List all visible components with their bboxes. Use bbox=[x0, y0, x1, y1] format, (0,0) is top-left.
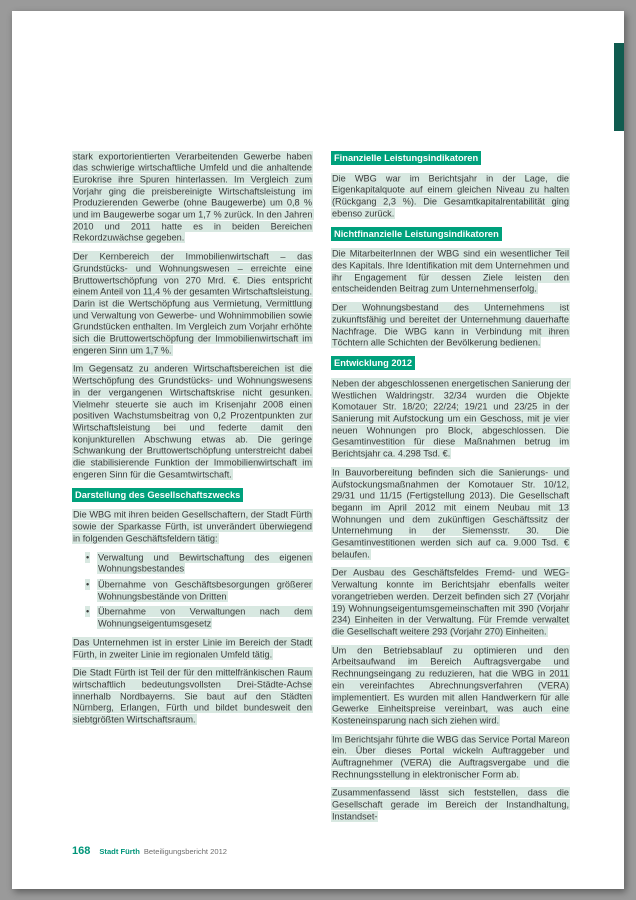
bullet-item-text: Übernahme von Geschäftsbesorgungen größerer Wohnungsbestände von Dritten bbox=[98, 579, 312, 602]
paragraph-text: Der Ausbau des Geschäftsfeldes Fremd- und WEG- Verwaltung konnte im Berichtsjahr ebenfalls weiter vorangetrieben werden. Derzeit befinden sich 27 (Vorjahr 19) Wohnungseigentumsgemeinschaften mit 390 (Vorjahr 234) Einheiten in der Verwaltung. Für Fremde verwaltet die Gesellschaft weitere 293 (Vorjahr 270) Einheiten. bbox=[332, 567, 569, 637]
paragraph bbox=[331, 788, 570, 823]
right-column bbox=[331, 151, 570, 830]
paragraph-text: Im Gegensatz zu anderen Wirtschaftsbereichen ist die Wertschöpfung des Grundstücks- und Wohnungswesens in der vergangenen Wirtschaftskrise nicht gesunken. Vielmehr steuerte sie auch im Krisenjahr 2008 einen positiven Wachstumsbeitrag von 0,2 Prozentpunkten zur Wirtschaftsleistung bei und federte damit den konjunkturellen Abschwung etwas ab. Die geringe Schwankung der Bruttowertschöpfung unterstreicht dabei die stabilisierende Funktion der Immobilienwirtschaft im engeren Sinn für die Gesamtwirtschaft. bbox=[73, 363, 312, 480]
footer-brand: Stadt Fürth bbox=[99, 847, 140, 856]
paragraph-text: In Bauvorbereitung befinden sich die Sanierungs- und Aufstockungsmaßnahmen der Komotauer Str. 10/12, 29/31 und 11/15 (Fertigstellung 2013). Die Gesellschaft begann im April 2012 mit einem Neubau mit 13 Wohnungen und dem zukünftigen Geschäftssitz der Unternehmung in der Siemensstr. 30. Die Gesamtinvestitionen werden sich auf ca. 9.000 Tsd. € belaufen. bbox=[332, 467, 569, 560]
chapter-marker-bar bbox=[614, 43, 624, 131]
paragraph-text: Die Stadt Fürth ist Teil der für den mittelfränkischen Raum wirtschaftlich bedeutungsvollsten Drei-Städte-Achse innerhalb Nordbayerns. Sie baut auf den Städten Nürnberg, Erlangen, Fürth und bildet bundesweit den siebtgrößten Wirtschaftsraum. bbox=[73, 667, 312, 725]
page-footer bbox=[72, 845, 227, 857]
paragraph bbox=[72, 637, 313, 660]
section-heading-label: Darstellung des Gesellschaftszwecks bbox=[72, 488, 243, 502]
section-heading-label: Nichtfinanzielle Leistungsindikatoren bbox=[331, 227, 502, 241]
paragraph-text: Die MitarbeiterInnen der WBG sind ein wesentlicher Teil des Kapitals. Ihre Identifikation mit dem Unternehmen und ihr Engagement für dessen Ziele leisten den entscheidenden Beitrag zum Unternehmenserfolg. bbox=[332, 248, 569, 294]
bullet-item-text: Verwaltung und Bewirtschaftung des eigenen Wohnungsbestandes bbox=[98, 552, 312, 574]
paragraph bbox=[331, 303, 570, 350]
bullet-icon: • bbox=[86, 579, 90, 590]
paragraph bbox=[331, 249, 570, 296]
bullet-list bbox=[72, 552, 313, 630]
paragraph bbox=[72, 668, 313, 727]
paragraph-text: Die WBG mit ihren beiden Gesellschaftern, der Stadt Fürth sowie der Sparkasse Fürth, ist unverändert überwiegend in folgenden Geschäftsfeldern tätig: bbox=[73, 509, 312, 544]
paragraph bbox=[72, 252, 313, 357]
document-page bbox=[12, 11, 624, 889]
page-number: 168 bbox=[72, 845, 91, 857]
paragraph-text: Neben der abgeschlossenen energetischen Sanierung der Westlichen Waldringstr. 32/34 wurden die Objekte Komotauer Str. 18/20; 22/24; 19/21 und 23/25 in der Sanierung mit Aufstockung um ein Geschoss, mit je vier neuen Wohnungen pro Block, abgeschlossen. Die Gesamtinvestition für diese Maßnahmen betrug im Berichtsjahr ca. 4.298 Tsd. €. bbox=[332, 378, 570, 459]
paragraph bbox=[72, 364, 313, 481]
section-heading-finanzielle bbox=[331, 151, 570, 165]
paragraph bbox=[72, 151, 313, 245]
page-content bbox=[72, 151, 570, 830]
paragraph-text: Der Kernbereich der Immobilienwirtschaft – das Grundstücks- und Wohnungswesen – erreichte eine Bruttowertschöpfung von 270 Mrd. €. Dies entspricht einem Anteil von 11,4 % der gesamten Wirtschaftsleistung. Darin ist die Wertschöpfung aus Vermietung, Vermittlung und Verwaltung von Gewerbe- und Wohnimmobilien sowie Grundstücken enthalten. Im Vergleich zum Vorjahr erhöhte sich die Bruttowertschöpfung der Immobilienwirtschaft im engeren Sinn um 1,7 %. bbox=[73, 251, 312, 356]
paragraph bbox=[331, 568, 570, 638]
bullet-item bbox=[72, 607, 313, 630]
paragraph bbox=[331, 467, 570, 561]
bullet-icon: • bbox=[86, 552, 90, 563]
paragraph bbox=[331, 734, 570, 781]
paragraph-text: stark exportorientierten Verarbeitenden Gewerbe haben das schwierige wirtschaftliche Umfeld und die anhaltende Eurokrise ihre Spuren hinterlassen. Im Vergleich zum Vorjahr ging die preisbereinigte Wirtschaftsleistung im Produzierenden Gewerbe (ohne Baugewerbe) um 0,8 % und im Baugewerbe sogar um 1,7 % zurück. In den Jahren 2010 und 2011 hatte es in beiden Bereichen Rekordzuwächse gegeben. bbox=[73, 151, 313, 243]
bullet-item-text: Übernahme von Verwaltungen nach dem Wohnungseigentumsgesetz bbox=[98, 606, 312, 629]
paragraph bbox=[331, 173, 570, 220]
footer-doc-title: Beteiligungsbericht 2012 bbox=[143, 847, 228, 856]
bullet-item bbox=[72, 552, 313, 575]
paragraph-text: Um den Betriebsablauf zu optimieren und den Arbeitsaufwand im Bereich Auftragsvergabe und Rechnungseingang zu reduzieren, hat die WBG in 2011 ein vereinfachtes Abrechnungsverfahren (VERA) implementiert. Es wurden mit allen Handwerkern für alle Gewerke Einheitspreise vereinbart, was auch eine Kosteneinsparung nach sich ziehen wird. bbox=[332, 645, 569, 726]
section-heading-entwicklung-2012 bbox=[331, 356, 570, 370]
section-heading-label: Finanzielle Leistungsindikatoren bbox=[331, 151, 481, 165]
paragraph bbox=[72, 510, 313, 545]
paragraph-text: Der Wohnungsbestand des Unternehmens ist zukunftsfähig und bereitet der Unternehmung dauerhafte Nachfrage. Die WBG kann in Verbindung mit ihren Töchtern alle Schichten der Bevölkerung bedienen. bbox=[332, 302, 569, 348]
paragraph-text: Im Berichtsjahr führte die WBG das Service Portal Mareon ein. Über dieses Portal wickeln Auftraggeber und Auftragnehmer (VERA) die Auftragsvergabe und die Rechnungsstellung in elektronischer Form ab. bbox=[332, 734, 570, 780]
bullet-icon: • bbox=[86, 606, 90, 617]
bullet-item bbox=[72, 580, 313, 603]
section-heading-nichtfinanzielle bbox=[331, 227, 570, 241]
section-heading-label: Entwicklung 2012 bbox=[331, 356, 415, 370]
paragraph-text: Das Unternehmen ist in erster Linie im Bereich der Stadt Fürth, in zweiter Linie im regionalen Umfeld tätig. bbox=[73, 637, 312, 660]
paragraph-text: Zusammenfassend lässt sich feststellen, dass die Gesellschaft gerade im Bereich der Instandhaltung, Instandset- bbox=[332, 787, 569, 822]
left-column bbox=[72, 151, 313, 830]
paragraph bbox=[331, 378, 570, 460]
section-heading-gesellschaftszweck bbox=[72, 488, 313, 502]
paragraph bbox=[331, 645, 570, 727]
paragraph-text: Die WBG war im Berichtsjahr in der Lage, die Eigenkapitalquote auf einem gleichen Niveau zu halten (Rückgang 2,3 %). Die Gesamtkapitalrentabilität ging ebenso zurück. bbox=[332, 173, 569, 219]
